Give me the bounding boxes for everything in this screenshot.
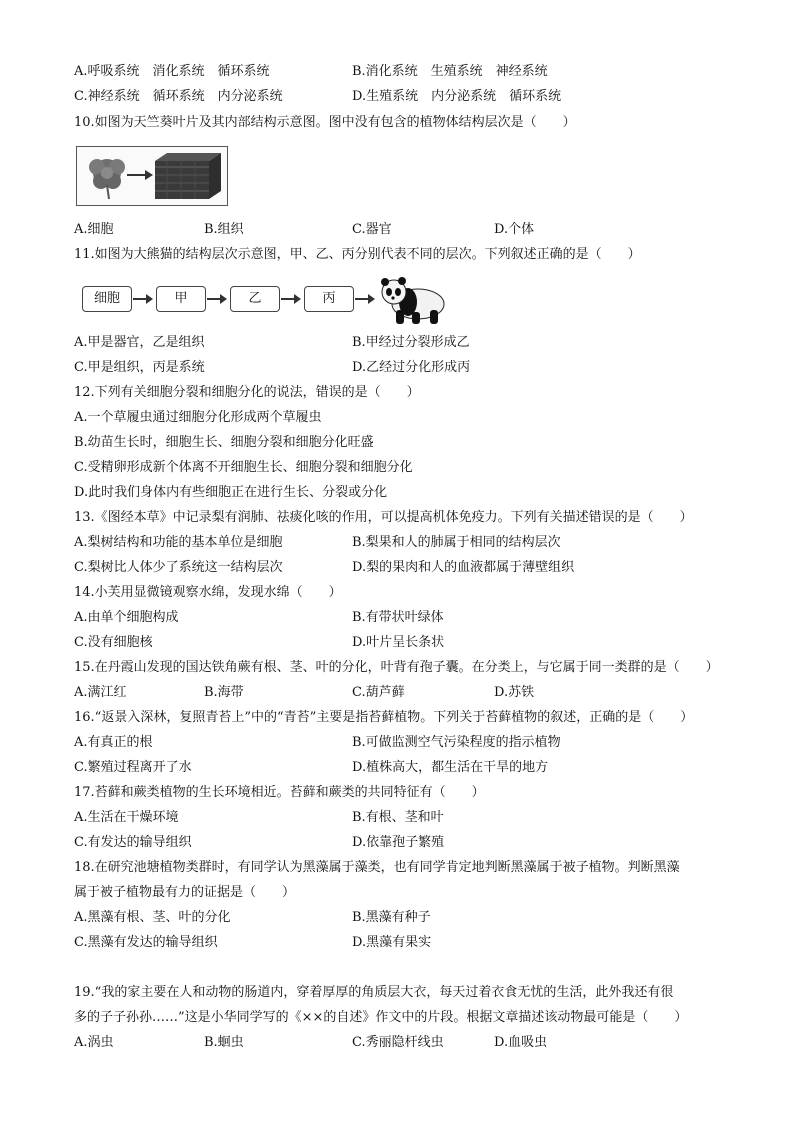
q14-option-d: D.叶片呈长条状 [352, 635, 445, 650]
q19-option-a: A.涡虫 [74, 1035, 114, 1050]
q18-option-c: C.黑藻有发达的输导组织 [74, 935, 218, 950]
q12-option-c: C.受精卵形成新个体离不开细胞生长、细胞分裂和细胞分化 [74, 460, 413, 475]
q10-option-b: B.组织 [204, 222, 244, 237]
q19-option-b: B.蛔虫 [204, 1035, 244, 1050]
q12-option-d: D.此时我们身体内有些细胞正在进行生长、分裂或分化 [74, 485, 388, 500]
q16-option-c: C.繁殖过程离开了水 [74, 760, 192, 775]
q17-option-c: C.有发达的输导组织 [74, 835, 192, 850]
q11-option-a: A.甲是器官，乙是组织 [74, 335, 205, 350]
q19-option-d: D.血吸虫 [494, 1035, 548, 1050]
q13-stem: 13.《图经本草》中记录梨有润肺、祛痰化咳的作用，可以提高机体免疫力。下列有关描述错误的是（ ） [74, 510, 693, 525]
q17-stem: 17.苔藓和蕨类植物的生长环境相近。苔藓和蕨类的共同特征有（ ） [74, 785, 485, 800]
q11-stem: 11.如图为大熊猫的结构层次示意图，甲、乙、丙分别代表不同的层次。下列叙述正确的是（ ） [74, 247, 641, 262]
q11-option-b: B.甲经过分裂形成乙 [352, 335, 470, 350]
q9-option-d: D.生殖系统 内分泌系统 循环系统 [352, 89, 562, 104]
q18-stem-line2: 属于被子植物最有力的证据是（ ） [74, 885, 296, 900]
q13-option-c: C.梨树比人体少了系统这一结构层次 [74, 560, 283, 575]
q16-stem: 16.“返景入深林，复照青苔上”中的“青苔”主要是指苔藓植物。下列关于苔藓植物的叙述，正确的是（ ） [74, 710, 694, 725]
q13-option-a: A.梨树结构和功能的基本单位是细胞 [74, 535, 283, 550]
q15-option-d: D.苏铁 [494, 685, 535, 700]
q13-option-b: B.梨果和人的肺属于相同的结构层次 [352, 535, 561, 550]
q10-option-c: C.器官 [352, 222, 392, 237]
q18-option-b: B.黑藻有种子 [352, 910, 431, 925]
q14-stem: 14.小芙用显微镜观察水绵，发现水绵（ ） [74, 585, 342, 600]
q19-stem-line2: 多的子子孙孙……”这是小华同学写的《××的自述》作文中的片段。根据文章描述该动物最可能是（ ） [74, 1010, 688, 1025]
q17-option-b: B.有根、茎和叶 [352, 810, 444, 825]
q15-stem: 15.在丹霞山发现的国达铁角蕨有根、茎、叶的分化，叶背有孢子囊。在分类上，与它属于同一类群的是（ ） [74, 660, 719, 675]
q14-option-a: A.由单个细胞构成 [74, 610, 179, 625]
q9-option-c: C.神经系统 循环系统 内分泌系统 [74, 89, 283, 104]
q17-option-a: A.生活在干燥环境 [74, 810, 179, 825]
q19-option-c: C.秀丽隐杆线虫 [352, 1035, 444, 1050]
leaf-tissue-illustration [77, 147, 227, 205]
q19-stem-line1: 19.“我的家主要在人和动物的肠道内，穿着厚厚的角质层大衣，每天过着衣食无忧的生活，此外我还有很 [74, 985, 674, 1000]
flow-arrow [281, 298, 299, 300]
q15-option-a: A.满江红 [74, 685, 127, 700]
flow-box-jia: 甲 [156, 286, 206, 312]
panda-icon [378, 272, 450, 326]
q11-option-c: C.甲是组织，丙是系统 [74, 360, 205, 375]
q16-option-a: A.有真正的根 [74, 735, 153, 750]
q11-option-d: D.乙经过分化形成丙 [352, 360, 471, 375]
q15-option-b: B.海带 [204, 685, 244, 700]
q12-option-b: B.幼苗生长时，细胞生长、细胞分裂和细胞分化旺盛 [74, 435, 374, 450]
q15-option-c: C.葫芦藓 [352, 685, 405, 700]
flow-box-bing: 丙 [304, 286, 354, 312]
q16-option-b: B.可做监测空气污染程度的指示植物 [352, 735, 561, 750]
q9-option-a: A.呼吸系统 消化系统 循环系统 [74, 64, 270, 79]
q9-option-b: B.消化系统 生殖系统 神经系统 [352, 64, 548, 79]
flow-box-cell: 细胞 [82, 286, 132, 312]
tissue-block-icon [155, 153, 221, 199]
flow-arrow [355, 298, 373, 300]
q10-stem: 10.如图为天竺葵叶片及其内部结构示意图。图中没有包含的植物体结构层次是（ ） [74, 115, 576, 130]
q17-option-d: D.依靠孢子繁殖 [352, 835, 445, 850]
q12-option-a: A.一个草履虫通过细胞分化形成两个草履虫 [74, 410, 322, 425]
flow-box-yi: 乙 [230, 286, 280, 312]
q10-option-d: D.个体 [494, 222, 535, 237]
q18-stem-line1: 18.在研究池塘植物类群时，有同学认为黑藻属于藻类，也有同学肯定地判断黑藻属于被子植物。判断黑藻 [74, 860, 680, 875]
q14-option-c: C.没有细胞核 [74, 635, 153, 650]
q14-option-b: B.有带状叶绿体 [352, 610, 444, 625]
flow-arrow [133, 298, 151, 300]
q18-option-d: D.黑藻有果实 [352, 935, 432, 950]
flow-arrow [207, 298, 225, 300]
leaf-structure-figure [76, 146, 228, 206]
q16-option-d: D.植株高大，都生活在干旱的地方 [352, 760, 549, 775]
q13-option-d: D.梨的果肉和人的血液都属于薄壁组织 [352, 560, 575, 575]
geranium-leaf-icon [89, 159, 125, 199]
q18-option-a: A.黑藻有根、茎、叶的分化 [74, 910, 231, 925]
q12-stem: 12.下列有关细胞分裂和细胞分化的说法，错误的是（ ） [74, 385, 420, 400]
q10-option-a: A.细胞 [74, 222, 114, 237]
